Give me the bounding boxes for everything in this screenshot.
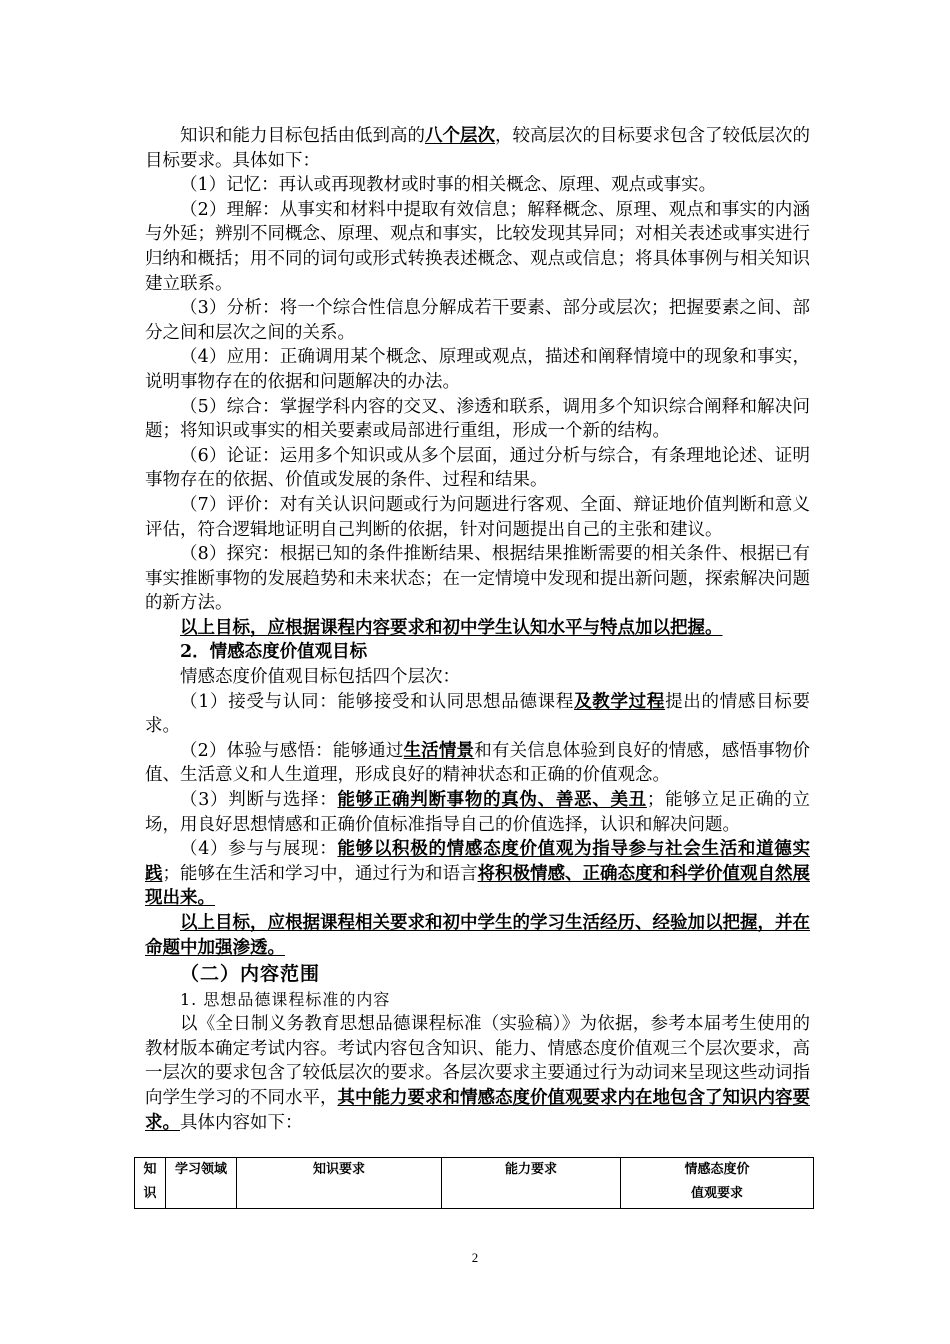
ability-level-6: （6）论证：运用多个知识或从多个层面，通过分析与综合，有条理地论述、证明事物存在的依据、价值或发展的条件、过程和结果。 (145, 445, 810, 491)
attitude-level-2-text: （2）体验与感悟：能够通过 (180, 740, 404, 761)
table-header-learning-domain: 学习领域 (166, 1158, 237, 1209)
ability-level-7: （7）评价：对有关认识问题或行为问题进行客观、全面、辩证地价值判断和意义评估，符合逻辑地证明自己判断的依据，针对问题提出自己的主张和建议。 (145, 494, 810, 540)
attitude-level-2-text-end: 和有关信息体验到良好的情感，感悟事物价值、生活意义和人生道理，形成良好的精神状态和正确的价值观念。 (145, 740, 811, 786)
attitude-level-1-emphasis: 及教学过程 (574, 691, 666, 712)
ability-level-3: （3）分析：将一个综合性信息分解成若干要素、部分或层次；把握要素之间、部分之间和层次之间的关系。 (145, 298, 810, 343)
attitude-level-4-emphasis-end: 将积极情感、正确态度和科学价值观自然展现出来。 (145, 863, 810, 909)
table-header-knowledge: 知识 (135, 1158, 166, 1209)
attitude-level-1 (145, 690, 810, 739)
content-paragraph (145, 1012, 810, 1135)
heading-attitude-goals: 2．情感态度价值观目标 (180, 642, 368, 663)
table-header-ability-requirements: 能力要求 (442, 1158, 621, 1209)
attitude-level-2 (145, 739, 810, 788)
table-header-knowledge-requirements: 知识要求 (237, 1158, 442, 1209)
attitude-level-4-text: （4）参与与展现： (180, 839, 338, 860)
intro-text: 知识和能力目标包括由低到高的 (180, 126, 425, 146)
page-number: 2 (471, 1250, 479, 1265)
attitude-level-1-text: （1）接受与认同：能够接受和认同思想品德课程 (180, 691, 575, 712)
attitude-level-4-text-mid: ；能够在生活和学习中，通过行为和语言 (162, 863, 478, 884)
summary-attitude-goals: 以上目标，应根据课程相关要求和初中学生的学习生活经历、经验加以把握，并在命题中加强渗透。 (145, 913, 810, 958)
intro-paragraph (145, 124, 810, 173)
content-paragraph-emphasis: 其中能力要求和情感态度价值观要求内在地包含了知识内容要求。 (145, 1087, 810, 1133)
attitude-level-3-text-end: ；能够立足正确的立场，用良好思想情感和正确价值标准指导自己的价值选择，认识和解决问题。 (145, 790, 811, 835)
ability-level-1: （1）记忆：再认或再现教材或时事的相关概念、原理、观点或事实。 (180, 175, 717, 196)
ability-level-5: （5）综合：掌握学科内容的交叉、渗透和联系，调用多个知识综合阐释和解决问题；将知识或事实的相关要素或局部进行重组，形成一个新的结构。 (145, 396, 810, 442)
ability-level-4: （4）应用：正确调用某个概念、原理或观点，描述和阐释情境中的现象和事实，说明事物存在的依据和问题解决的办法。 (145, 347, 810, 392)
section-heading-content-scope: （二）内容范围 (180, 963, 321, 986)
subheading-curriculum-standard: 1. 思想品德课程标准的内容 (180, 990, 391, 1010)
intro-emphasis: 八个层次 (425, 126, 495, 146)
ability-level-2: （2）理解：从事实和材料中提取有效信息；解释概念、原理、观点和事实的内涵与外延；辨别不同概念、原理、观点和事实，比较发现其异同；对相关表述或事实进行归纳和概括；用不同的词句或形式转换表述概念、观点或信息；将具体事例与相关知识建立联系。 (145, 199, 810, 294)
content-paragraph-text: 以《全日制义务教育思想品德课程标准（实验稿）》为依据，参考本届考生使用的教材版本确定考试内容。考试内容包含知识、能力、情感态度价值观三个层次要求，高一层次的要求包含了较低层次的要求。各层次要求主要通过行为动词来呈现这些动词指向学生学习的不同水平， (145, 1014, 810, 1108)
attitude-level-4 (145, 837, 810, 911)
attitude-intro: 情感态度价值观目标包括四个层次： (180, 667, 460, 688)
summary-ability-goals: 以上目标，应根据课程内容要求和初中学生认知水平与特点加以把握。 (180, 617, 723, 638)
content-paragraph-text-end: 具体内容如下： (180, 1112, 303, 1133)
attitude-level-4-emphasis: 能够以积极的情感态度价值观为指导参与社会生活和道德实践 (145, 839, 810, 884)
attitude-level-3-text: （3）判断与选择： (180, 790, 338, 811)
attitude-level-2-emphasis: 生活情景 (403, 740, 475, 761)
requirements-table (134, 1157, 814, 1209)
document-body (145, 124, 810, 1135)
table-header-attitude-requirements: 情感态度价值观要求 (621, 1158, 814, 1209)
ability-level-8: （8）探究：根据已知的条件推断结果、根据结果推断需要的相关条件、根据已有事实推断事物的发展趋势和未来状态；在一定情境中发现和提出新问题，探索解决问题的新方法。 (145, 544, 810, 614)
attitude-level-3-emphasis: 能够正确判断事物的真伪、善恶、美丑 (337, 790, 647, 811)
attitude-level-3 (145, 788, 810, 837)
attitude-level-1-text-end: 提出的情感目标要求。 (145, 691, 811, 737)
intro-text-end: ，较高层次的目标要求包含了较低层次的目标要求。具体如下： (145, 126, 810, 171)
table-header-row (135, 1158, 814, 1209)
